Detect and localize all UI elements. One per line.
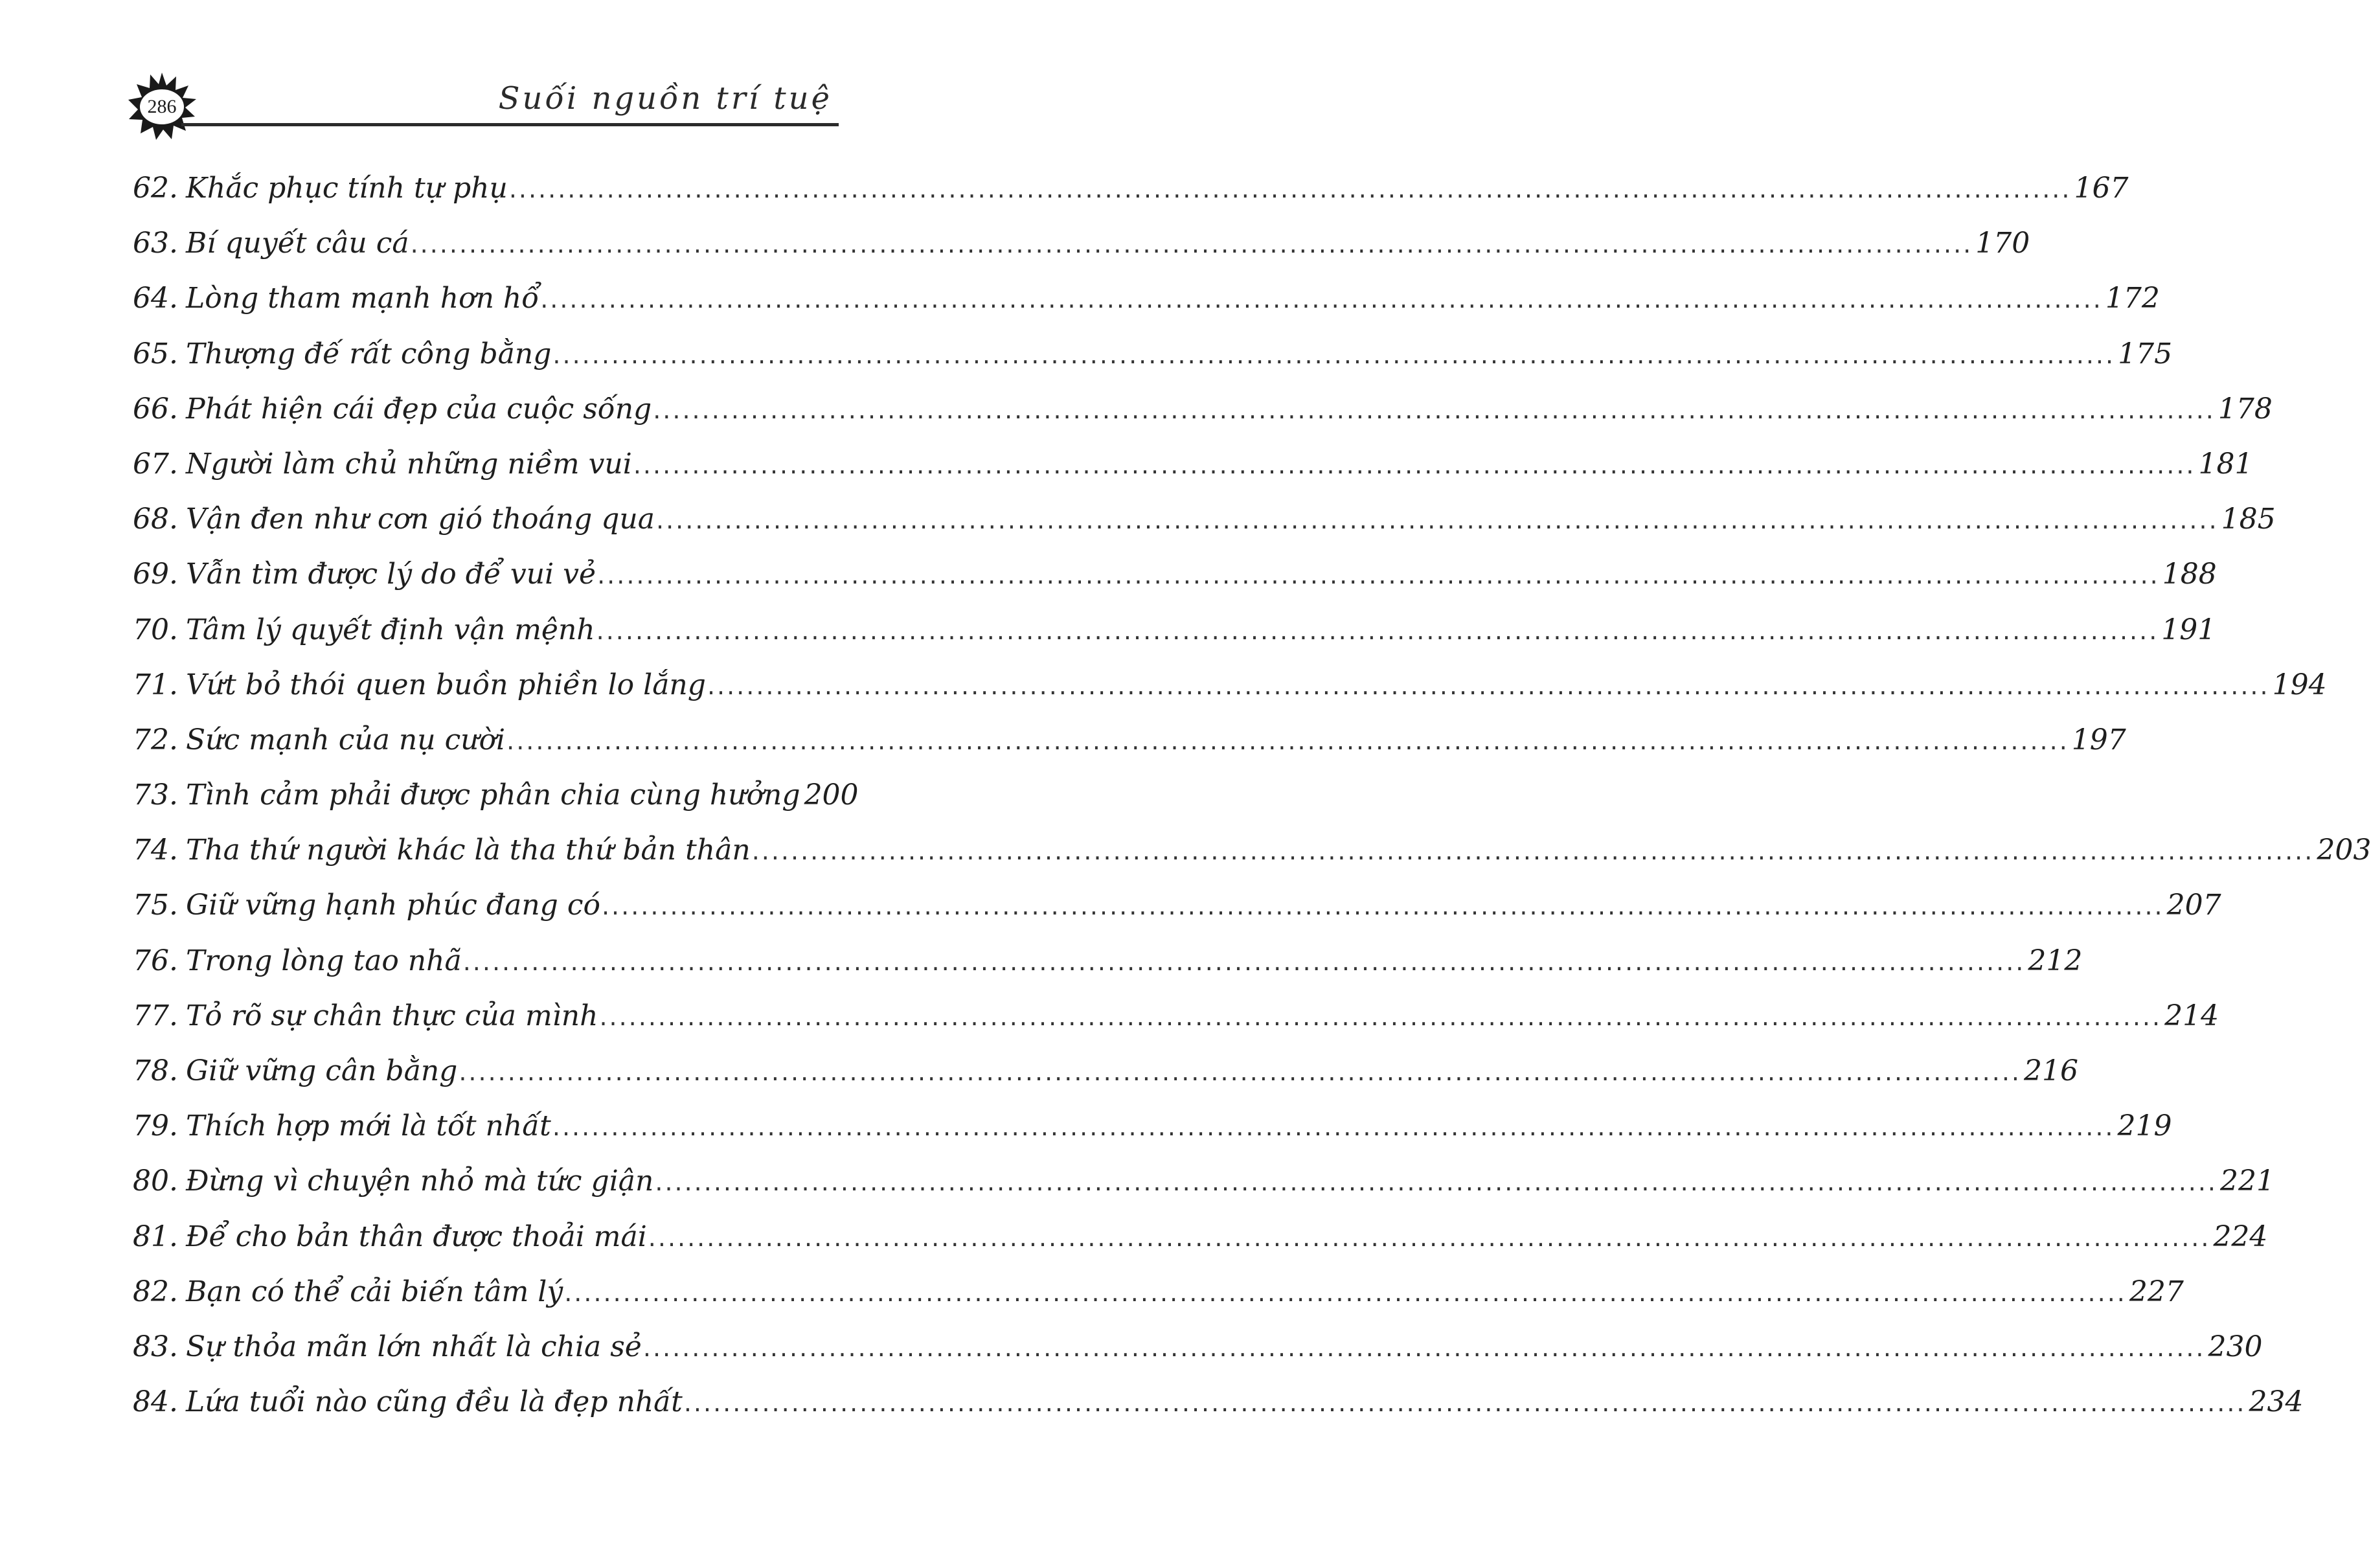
toc-entry-page: 194 bbox=[2272, 668, 2327, 701]
toc-entry-title: Bạn có thể cải biến tâm lý bbox=[186, 1275, 563, 1308]
toc-entry-title: Bí quyết câu cá bbox=[186, 227, 409, 260]
toc-entry-title: Để cho bản thân được thoải mái bbox=[186, 1220, 647, 1253]
toc-entry bbox=[133, 1319, 2263, 1374]
toc-entry-title: Tha thứ người khác là tha thứ bản thân bbox=[186, 834, 751, 867]
toc-entry bbox=[133, 933, 2083, 988]
toc-dot-leader bbox=[552, 328, 2115, 383]
toc-entry-number: 84. bbox=[133, 1385, 178, 1419]
toc-dot-leader bbox=[643, 1321, 2206, 1376]
toc-entry bbox=[133, 1098, 2172, 1153]
toc-entry-title: Phát hiện cái đẹp của cuộc sống bbox=[186, 392, 652, 426]
toc-dot-leader bbox=[752, 824, 2315, 879]
toc-entry bbox=[133, 988, 2219, 1043]
toc-entry-title: Lứa tuổi nào cũng đều là đẹp nhất bbox=[186, 1385, 683, 1419]
toc-entry-page: 216 bbox=[2024, 1054, 2078, 1087]
toc-entry-page: 175 bbox=[2118, 337, 2173, 370]
toc-entry bbox=[133, 602, 2216, 657]
toc-entry bbox=[133, 326, 2173, 381]
toc-entry-number: 82. bbox=[133, 1275, 178, 1308]
toc-entry-page: 181 bbox=[2198, 447, 2253, 481]
page-header bbox=[126, 71, 839, 130]
toc-dot-leader bbox=[633, 438, 2196, 493]
toc-entry-number: 81. bbox=[133, 1220, 178, 1253]
toc-entry-number: 80. bbox=[133, 1165, 178, 1198]
toc-dot-leader bbox=[564, 1266, 2127, 1321]
toc-entry bbox=[133, 823, 2371, 878]
toc-entry bbox=[133, 878, 2221, 933]
toc-entry-title: Sự thỏa mãn lớn nhất là chia sẻ bbox=[186, 1330, 642, 1363]
toc-entry-title: Giữ vững hạnh phúc đang có bbox=[186, 889, 600, 922]
toc-entry bbox=[133, 1264, 2184, 1319]
toc-entry-page: 224 bbox=[2213, 1220, 2268, 1253]
toc-entry bbox=[133, 547, 2217, 602]
toc-entry-number: 62. bbox=[133, 172, 178, 205]
toc-entry-page: 234 bbox=[2249, 1385, 2304, 1419]
toc-entry-number: 69. bbox=[133, 558, 178, 591]
toc-entry-number: 68. bbox=[133, 503, 178, 536]
toc-dot-leader bbox=[509, 162, 2072, 217]
toc-entry-page: 170 bbox=[1975, 227, 2030, 260]
toc-entry-page: 172 bbox=[2105, 282, 2160, 315]
toc-entry-title: Vận đen như cơn gió thoáng qua bbox=[186, 503, 655, 536]
toc-entry-title: Đừng vì chuyện nhỏ mà tức giận bbox=[186, 1165, 654, 1198]
header-rule bbox=[181, 123, 839, 126]
toc-entry-number: 64. bbox=[133, 282, 178, 315]
toc-dot-leader bbox=[707, 659, 2270, 714]
toc-entry bbox=[133, 216, 2030, 271]
toc-dot-leader bbox=[506, 714, 2069, 769]
toc-entry-title: Thích hợp mới là tốt nhất bbox=[186, 1109, 551, 1143]
toc-entry-title: Lòng tham mạnh hơn hổ bbox=[186, 282, 539, 315]
table-of-contents bbox=[133, 161, 2371, 1429]
toc-entry-title: Sức mạnh của nụ cười bbox=[186, 723, 506, 756]
toc-entry-page: 221 bbox=[2220, 1165, 2275, 1198]
toc-entry bbox=[133, 1209, 2268, 1264]
toc-entry-page: 200 bbox=[804, 778, 859, 812]
toc-entry-title: Giữ vững cân bằng bbox=[186, 1054, 458, 1087]
toc-entry bbox=[133, 1374, 2304, 1429]
toc-entry bbox=[133, 161, 2129, 216]
toc-dot-leader bbox=[459, 1045, 2021, 1100]
toc-entry-page: 188 bbox=[2162, 558, 2217, 591]
toc-entry bbox=[133, 271, 2160, 326]
toc-entry-title: Trong lòng tao nhã bbox=[186, 944, 462, 977]
toc-entry bbox=[133, 437, 2253, 492]
toc-dot-leader bbox=[653, 383, 2216, 438]
toc-dot-leader bbox=[596, 604, 2159, 659]
toc-entry-page: 197 bbox=[2071, 723, 2126, 756]
page-number-badge bbox=[126, 71, 198, 142]
toc-entry-number: 76. bbox=[133, 944, 178, 977]
toc-entry-title: Người làm chủ những niềm vui bbox=[186, 447, 632, 481]
toc-entry bbox=[133, 492, 2276, 547]
toc-entry-page: 167 bbox=[2074, 172, 2129, 205]
toc-entry-title: Tỏ rõ sự chân thực của mình bbox=[186, 999, 598, 1032]
toc-entry-title: Vứt bỏ thói quen buồn phiền lo lắng bbox=[186, 668, 706, 701]
toc-dot-leader bbox=[599, 990, 2162, 1045]
toc-entry-number: 75. bbox=[133, 889, 178, 922]
toc-entry-number: 65. bbox=[133, 337, 178, 370]
toc-entry-number: 70. bbox=[133, 613, 178, 646]
toc-entry bbox=[133, 657, 2327, 712]
toc-entry-page: 185 bbox=[2221, 503, 2276, 536]
toc-entry-page: 230 bbox=[2208, 1330, 2263, 1363]
toc-entry-title: Khắc phục tính tự phụ bbox=[186, 172, 508, 205]
toc-entry-number: 78. bbox=[133, 1054, 178, 1087]
toc-entry bbox=[133, 712, 2126, 767]
toc-dot-leader bbox=[684, 1376, 2247, 1431]
toc-dot-leader bbox=[411, 217, 1973, 272]
toc-entry-page: 227 bbox=[2129, 1275, 2184, 1308]
toc-entry-page: 203 bbox=[2317, 834, 2371, 867]
toc-entry-number: 71. bbox=[133, 668, 178, 701]
toc-entry-number: 74. bbox=[133, 834, 178, 867]
toc-entry-number: 79. bbox=[133, 1109, 178, 1143]
toc-entry bbox=[133, 1153, 2275, 1209]
toc-entry-number: 67. bbox=[133, 447, 178, 481]
toc-entry-page: 178 bbox=[2218, 392, 2273, 426]
toc-entry bbox=[133, 381, 2273, 437]
toc-entry-title: Tình cảm phải được phân chia cùng hưởng bbox=[186, 778, 800, 812]
toc-entry-title: Tâm lý quyết định vận mệnh bbox=[186, 613, 595, 646]
toc-entry-page: 219 bbox=[2117, 1109, 2172, 1143]
toc-entry-page: 207 bbox=[2166, 889, 2221, 922]
toc-dot-leader bbox=[597, 548, 2160, 603]
toc-entry bbox=[133, 767, 859, 823]
toc-entry-number: 63. bbox=[133, 227, 178, 260]
toc-dot-leader bbox=[655, 1155, 2218, 1210]
toc-entry-title: Vẫn tìm được lý do để vui vẻ bbox=[186, 558, 596, 591]
toc-entry-page: 214 bbox=[2164, 999, 2219, 1032]
toc-entry-number: 73. bbox=[133, 778, 178, 812]
toc-entry-title: Thượng đế rất công bằng bbox=[186, 337, 552, 370]
toc-entry-number: 77. bbox=[133, 999, 178, 1032]
toc-entry-page: 191 bbox=[2161, 613, 2216, 646]
toc-dot-leader bbox=[540, 272, 2103, 327]
toc-dot-leader bbox=[656, 493, 2219, 548]
page-number: 286 bbox=[147, 96, 177, 117]
toc-entry-page: 212 bbox=[2028, 944, 2083, 977]
toc-entry bbox=[133, 1043, 2078, 1098]
toc-dot-leader bbox=[552, 1100, 2115, 1155]
toc-dot-leader bbox=[463, 935, 2026, 990]
toc-entry-number: 66. bbox=[133, 392, 178, 426]
toc-entry-number: 72. bbox=[133, 723, 178, 756]
toc-entry-number: 83. bbox=[133, 1330, 178, 1363]
running-title: Suối nguồn trí tuệ bbox=[498, 80, 832, 117]
toc-dot-leader bbox=[602, 879, 2164, 934]
toc-dot-leader bbox=[648, 1210, 2211, 1266]
